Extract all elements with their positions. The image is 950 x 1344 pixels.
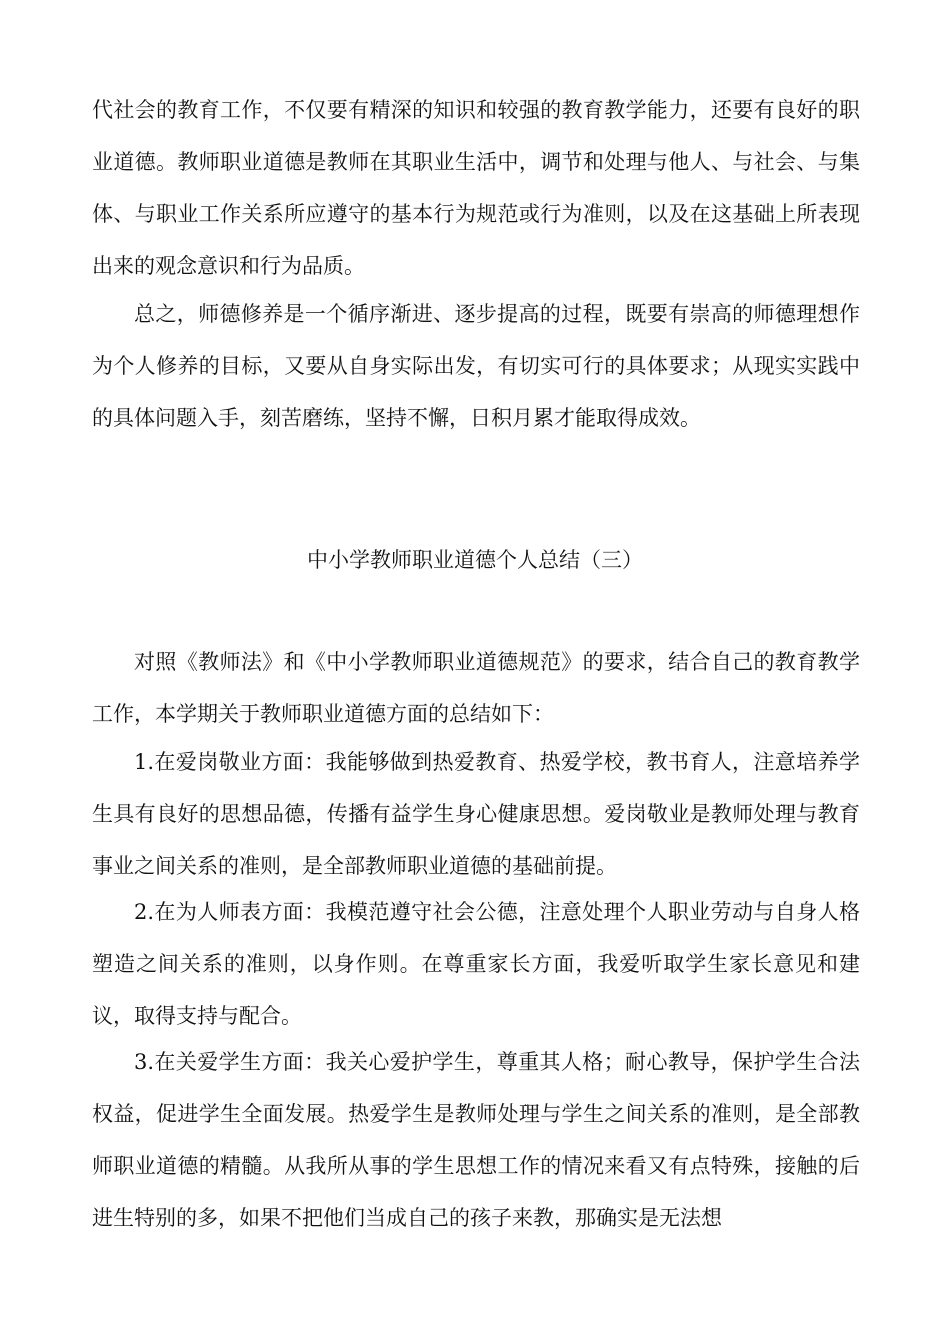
point-paragraph-2: 2.在为人师表方面：我模范遵守社会公德，注意处理个人职业劳动与自身人格塑造之间关系的准则，以身作则。在尊重家长方面，我爱听取学生家长意见和建议，取得支持与配合。: [92, 900, 860, 1028]
section-intro-paragraph: 对照《教师法》和《中小学教师职业道德规范》的要求，结合自己的教育教学工作，本学期关于教师职业道德方面的总结如下：: [92, 650, 860, 726]
section-title: 中小学教师职业道德个人总结（三）: [307, 548, 643, 572]
intro-paragraph: 代社会的教育工作，不仅要有精深的知识和较强的教育教学能力，还要有良好的职业道德。教师职业道德是教师在其职业生活中，调节和处理与他人、与社会、与集体、与职业工作关系所应遵守的基本行为规范或行为准则，以及在这基础上所表现出来的观念意识和行为品质。: [92, 98, 860, 278]
point-paragraph-3: 3.在关爱学生方面：我关心爱护学生，尊重其人格；耐心教导，保护学生合法权益，促进学生全面发展。热爱学生是教师处理与学生之间关系的准则，是全部教师职业道德的精髓。从我所从事的学生思想工作的情况来看又有点特殊，接触的后进生特别的多，如果不把他们当成自己的孩子来教，那确实是无法想: [92, 1050, 860, 1230]
point-paragraph-1: 1.在爱岗敬业方面：我能够做到热爱教育、热爱学校，教书育人，注意培养学生具有良好的思想品德，传播有益学生身心健康思想。爱岗敬业是教师处理与教育事业之间关系的准则，是全部教师职业道德的基础前提。: [92, 750, 860, 878]
conclusion-paragraph: 总之，师德修养是一个循序渐进、逐步提高的过程，既要有崇高的师德理想作为个人修养的目标，又要从自身实际出发，有切实可行的具体要求；从现实实践中的具体问题入手，刻苦磨练，坚持不懈，日积月累才能取得成效。: [92, 302, 860, 430]
